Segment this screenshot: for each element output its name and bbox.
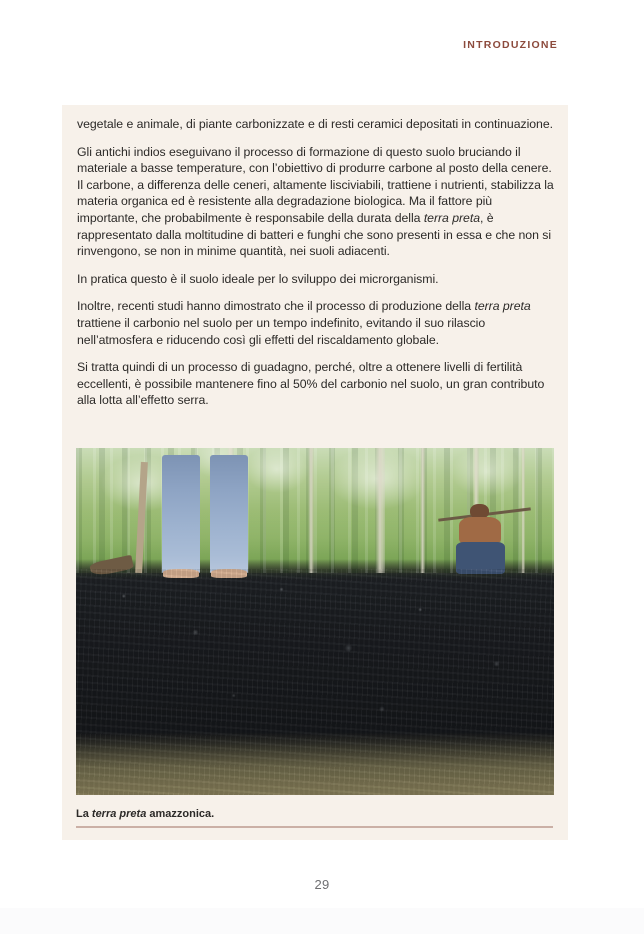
text-run: Si tratta quindi di un processo di guadagno, perché, oltre a ottenere livelli di fertilità eccellenti, è possibile mantenere fino al 50% del carbonio nel suolo, un gran contributo alla lotta all’effetto serra. [77,360,545,408]
denim-leg-right [210,455,248,573]
person-torso [459,517,501,545]
tree-trunk [375,448,386,573]
text-run: La [76,808,92,820]
figure-photo [76,448,554,795]
standing-person-legs [162,455,248,573]
text-run: terra preta [91,808,147,820]
paragraph-4 [77,298,554,348]
paragraph-3 [77,271,554,288]
text-run: terra preta [423,210,480,225]
denim-leg-left [162,455,200,573]
figure-caption [76,807,553,821]
crouching-person [449,504,511,573]
tree-trunk [420,448,425,573]
text-run: In pratica questo è il suolo ideale per lo sviluppo dei microrganismi. [77,271,439,286]
paragraph-5 [77,359,554,409]
text-run: , è rappresentato dalla moltitudine di batteri e funghi che sono presenti in essa e che non si rinvengono, se non in minime quantità, nei suoli adiacenti. [77,210,552,259]
text-run: terra preta [474,299,531,314]
soil-profile-texture [76,569,554,795]
text-column [77,116,554,409]
text-run: Gli antichi indios eseguivano il processo di formazione di questo suolo bruciando il materiale a basse temperature, con l’obiettivo di produrre carbone al posto della cenere. Il carbone, a differenza delle ceneri, altamente lisciviabili, trattiene i nutrienti, stabilizza la materia organica ed è resistente alla degradazione biologica. Ma il fattore più importante, che probabilmente è responsabile della durata della [77,144,554,225]
tree-trunk [308,448,314,573]
page-number: 29 [314,877,330,892]
paragraph-1 [77,116,554,133]
text-run: Inoltre, recenti studi hanno dimostrato che il processo di produzione della [77,299,475,314]
text-run: trattiene il carbonio nel suolo per un tempo indefinito, evitando il suo rilascio nell’atmosfera e riducendo così gli effetti del riscaldamento globale. [77,315,486,347]
running-head: INTRODUZIONE [463,39,558,51]
caption-rule [76,826,553,828]
page-bottom-band [0,908,644,934]
content-panel [62,105,568,840]
paragraph-2 [77,144,554,260]
text-run: amazzonica. [146,808,215,820]
text-run: vegetale e animale, di piante carbonizzate e di resti ceramici depositati in continuazione. [77,117,553,131]
